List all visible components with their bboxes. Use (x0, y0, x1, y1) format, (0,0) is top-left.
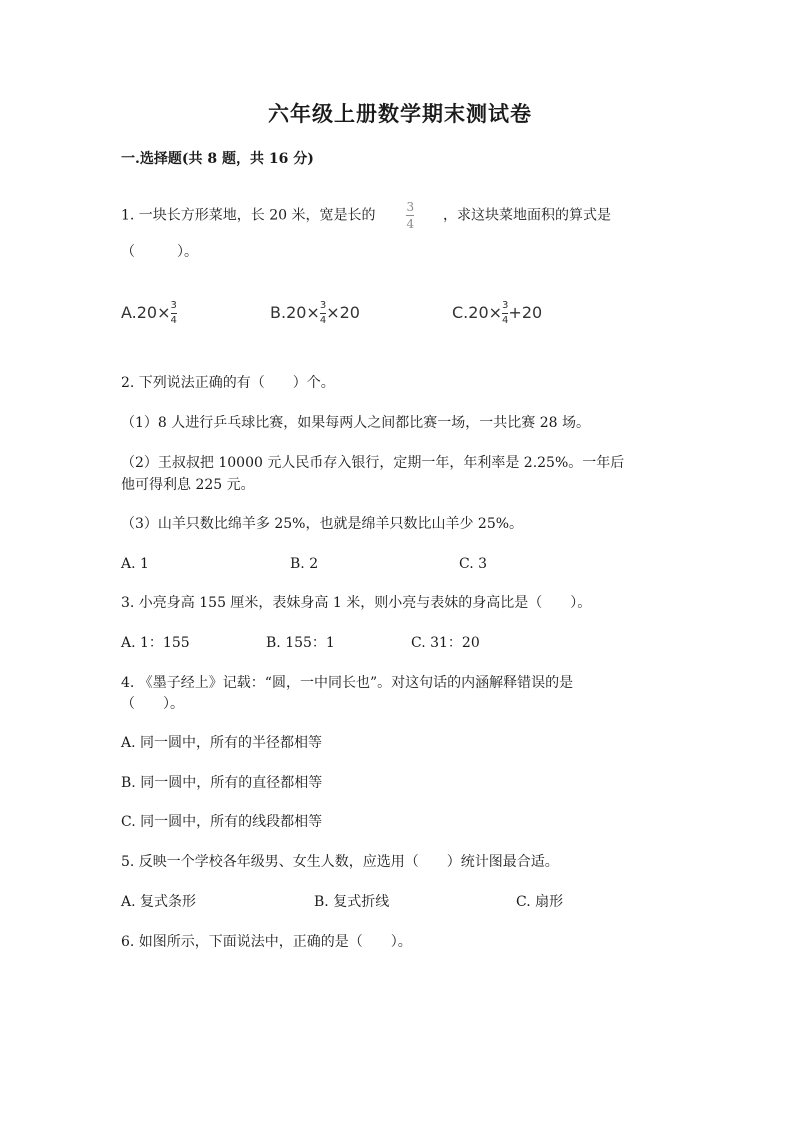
option-formula-pre: 20× (468, 303, 503, 322)
question-1-fraction (406, 201, 414, 230)
question-2-stem: 2. 下列说法正确的有（ ）个。 (121, 375, 335, 391)
option-formula-post: ×20 (326, 303, 360, 322)
option-formula-post: +20 (508, 303, 543, 322)
fraction-numerator: 3 (502, 300, 509, 311)
question-4-stem-line-1: 4. 《墨子经上》记载：“圆，一中同长也”。对这句话的内涵解释错误的是 (121, 675, 574, 691)
question-1-option-b[interactable] (270, 301, 360, 326)
page-title: 六年级上册数学期末测试卷 (268, 101, 532, 126)
fraction-numerator: 3 (170, 300, 177, 311)
question-2-option-a[interactable]: A. 1 (121, 556, 149, 572)
question-3-option-b[interactable]: B. 155：1 (266, 635, 335, 651)
question-1-blank: （ ）。 (121, 244, 198, 260)
question-5-option-c[interactable]: C. 扇形 (516, 894, 564, 910)
question-3-option-c[interactable]: C. 31：20 (411, 635, 480, 651)
fraction-denominator: 4 (502, 315, 509, 326)
option-formula-pre: 20× (136, 303, 171, 322)
question-2-statement-2a: （2）王叔叔把 10000 元人民币存入银行，定期一年，年利率是 2.25%。一年后 (121, 455, 625, 471)
option-label: C. (452, 303, 469, 322)
option-formula-pre: 20× (286, 303, 320, 322)
question-3-stem: 3. 小亮身高 155 厘米，表妹身高 1 米，则小亮与表妹的身高比是（ ）。 (121, 595, 592, 611)
question-2-statement-1: （1）8 人进行乒乓球比赛，如果每两人之间都比赛一场，一共比赛 28 场。 (121, 415, 590, 431)
question-3-option-a[interactable]: A. 1：155 (121, 635, 190, 651)
question-1-suffix: ，求这块菜地面积的算式是 (442, 207, 611, 224)
question-2-statement-2b: 他可得利息 225 元。 (121, 477, 255, 493)
fraction-numerator: 3 (406, 200, 415, 214)
question-4-stem-line-2: （ ）。 (121, 696, 184, 712)
fraction-denominator: 4 (170, 315, 177, 326)
question-2-statement-3: （3）山羊只数比绵羊多 25%，也就是绵羊只数比山羊少 25%。 (121, 516, 524, 532)
fraction-numerator: 3 (319, 300, 327, 311)
question-2-option-b[interactable]: B. 2 (290, 556, 319, 572)
question-6-stem: 6. 如图所示，下面说法中，正确的是（ ）。 (121, 934, 412, 950)
question-1-prefix: 1. 一块长方形菜地，长 20 米，宽是长的 (121, 207, 376, 224)
question-4-option-c[interactable]: C. 同一圆中，所有的线段都相等 (121, 814, 323, 830)
question-4-option-b[interactable]: B. 同一圆中，所有的直径都相等 (121, 775, 323, 791)
question-5-stem: 5. 反映一个学校各年级男、女生人数，应选用（ ）统计图最合适。 (121, 854, 559, 870)
fraction-denominator: 4 (406, 217, 415, 231)
section-heading: 一.选择题(共 8 题，共 16 分) (121, 151, 314, 167)
question-2-option-c[interactable]: C. 3 (459, 556, 488, 572)
question-4-option-a[interactable]: A. 同一圆中，所有的半径都相等 (121, 735, 323, 751)
option-label: A. (121, 303, 137, 322)
question-1-stem (121, 201, 611, 230)
question-5-option-a[interactable]: A. 复式条形 (121, 894, 197, 910)
question-1-option-c[interactable] (452, 301, 542, 326)
question-5-option-b[interactable]: B. 复式折线 (314, 894, 390, 910)
fraction-denominator: 4 (319, 315, 327, 326)
option-label: B. (270, 303, 287, 322)
question-1-option-a[interactable] (121, 301, 177, 326)
